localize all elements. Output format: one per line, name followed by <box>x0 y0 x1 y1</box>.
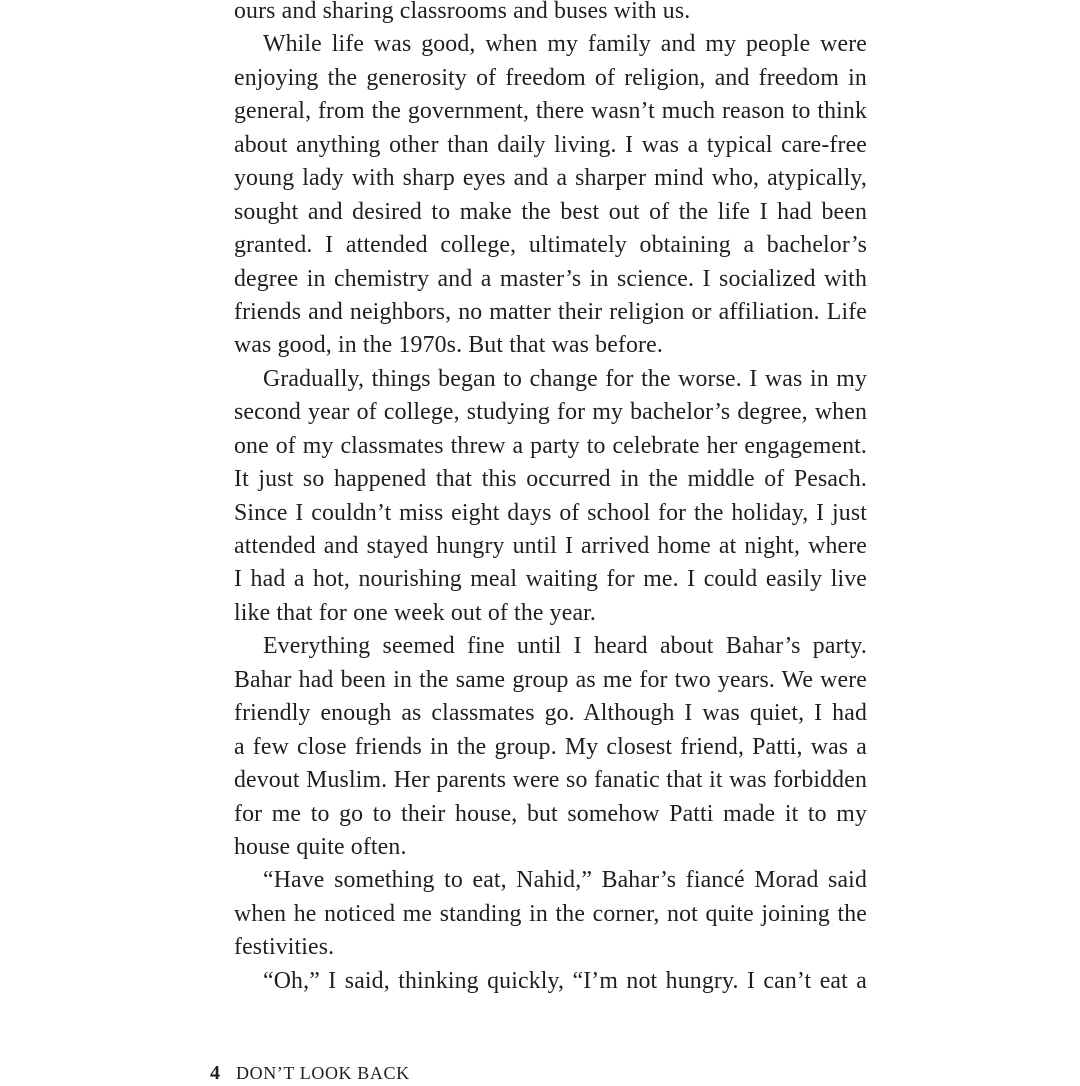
paragraph <box>234 864 867 964</box>
text-line: granted. I attended college, ultimately obtaining a bachelor’s <box>234 232 867 259</box>
text-line: like that for one week out of the year. <box>234 599 597 626</box>
text-line: young lady with sharp eyes and a sharper mind who, atypically, <box>234 165 867 192</box>
text-line: was good, in the 1970s. But that was before. <box>234 332 663 359</box>
text-line: I had a hot, nourishing meal waiting for me. I could easily live <box>234 566 867 593</box>
text-line: house quite often. <box>234 833 407 860</box>
body-text <box>234 0 867 998</box>
text-line: “Have something to eat, Nahid,” Bahar’s fiancé Morad said <box>263 867 867 894</box>
text-line: second year of college, studying for my bachelor’s degree, when <box>234 399 867 426</box>
text-line: one of my classmates threw a party to celebrate her engagement. <box>234 432 867 459</box>
text-line: degree in chemistry and a master’s in science. I socialized with <box>234 265 867 292</box>
paragraph <box>234 363 867 631</box>
page-footer <box>210 1062 410 1086</box>
paragraph <box>234 28 867 362</box>
text-line: ours and sharing classrooms and buses with us. <box>234 0 691 24</box>
text-line: about anything other than daily living. I was a typical care-free <box>234 131 867 158</box>
text-line: Since I couldn’t miss eight days of school for the holiday, I just <box>234 499 867 526</box>
text-line: “Oh,” I said, thinking quickly, “I’m not hungry. I can’t eat a <box>263 967 867 994</box>
text-line: attended and stayed hungry until I arrived home at night, where <box>234 533 867 559</box>
paragraph <box>234 965 867 998</box>
running-head: DON’T LOOK BACK <box>236 1063 410 1083</box>
text-line: sought and desired to make the best out of the life I had been <box>234 198 867 225</box>
text-line: enjoying the generosity of freedom of religion, and freedom in <box>234 64 867 91</box>
text-line: festivities. <box>234 934 335 961</box>
text-line: general, from the government, there wasn’t much reason to think <box>234 98 867 125</box>
text-line: friends and neighbors, no matter their religion or affiliation. Life <box>234 298 867 325</box>
text-line: devout Muslim. Her parents were so fanatic that it was forbidden <box>234 767 867 794</box>
text-line: Bahar had been in the same group as me for two years. We were <box>234 666 867 693</box>
paragraph <box>234 630 867 864</box>
text-line: when he noticed me standing in the corner, not quite joining the <box>234 900 867 927</box>
page-number: 4 <box>210 1062 220 1084</box>
paragraph <box>234 0 867 28</box>
text-line: While life was good, when my family and my people were <box>263 31 867 58</box>
text-line: Everything seemed fine until I heard about Bahar’s party. <box>263 633 867 660</box>
text-line: friendly enough as classmates go. Although I was quiet, I had <box>234 700 867 727</box>
text-line: Gradually, things began to change for the worse. I was in my <box>263 365 867 392</box>
text-line: It just so happened that this occurred in the middle of Pesach. <box>234 466 867 493</box>
text-line: a few close friends in the group. My closest friend, Patti, was a <box>234 733 867 760</box>
text-line: for me to go to their house, but somehow Patti made it to my <box>234 800 867 827</box>
